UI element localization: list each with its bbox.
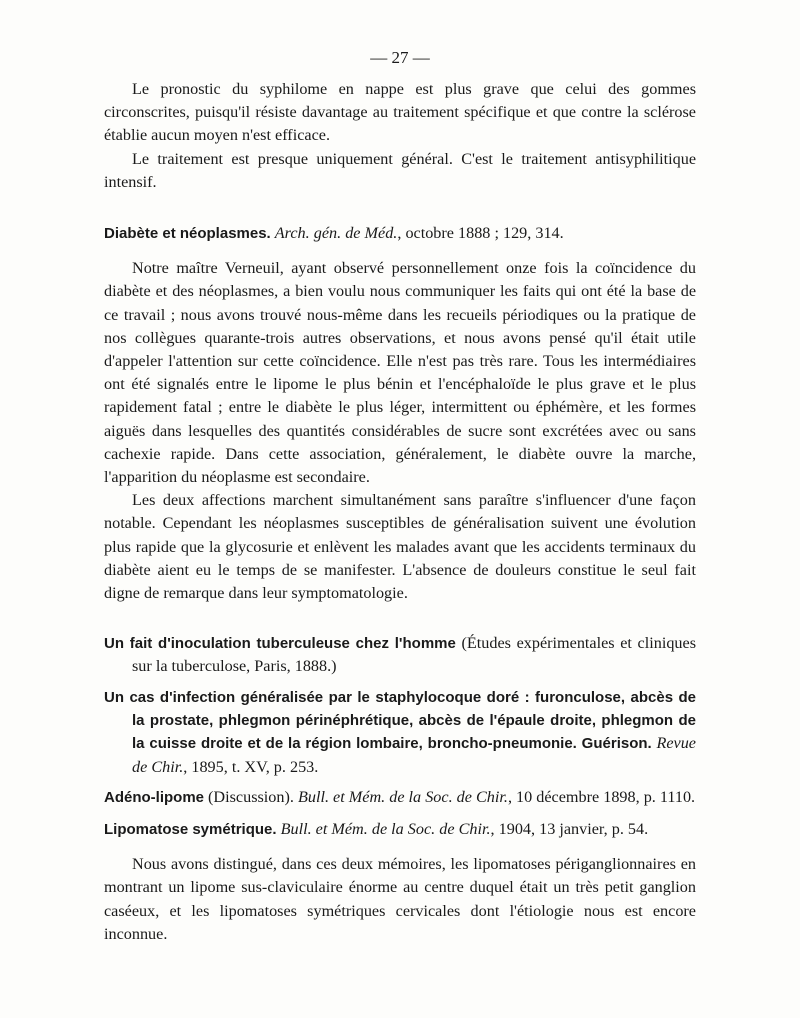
entry-lipomatose-ref: , 1904, 13 janvier, p. 54.: [490, 820, 649, 838]
entry-staphylocoque-ref: , 1895, t. XV, p. 253.: [183, 757, 319, 776]
entry-tuberculose-heading: [104, 632, 696, 678]
entry-diabete-journal: Arch. gén. de Méd.: [274, 224, 398, 242]
entry-tuberculose-title: Un fait d'inoculation tuberculeuse chez l'homme: [104, 635, 456, 652]
entry-staphylocoque-journal: Revue de Chir.: [132, 734, 696, 776]
entry-lipomatose: [104, 818, 696, 946]
entry-diabete-ref: , octobre 1888 ; 129, 314.: [397, 224, 564, 242]
entry-tuberculose-ref: (Études expérimentales et cliniques sur la tuberculose, Paris, 1888.): [132, 634, 697, 676]
entry-lipomatose-heading: [104, 818, 696, 841]
entry-staphylocoque-heading: [104, 686, 696, 779]
entry-staphylocoque: [104, 686, 696, 779]
entry-lipomatose-journal: Bull. et Mém. de la Soc. de Chir.: [280, 820, 491, 838]
entry-lipomatose-paragraph: Nous avons distingué, dans ces deux mémoires, les lipomatoses périganglionnaires en montrant un lipome sus-claviculaire énorme au centre duquel était un très petit ganglion caséeux, et les lipomatoses symétriques cervicales dont l'étiologie nous est encore inconnue.: [104, 855, 696, 943]
entry-tuberculose: [104, 632, 696, 678]
intro-paragraph-2: Le traitement est presque uniquement général. C'est le traitement antisyphilitique intensif.: [104, 149, 696, 191]
intro-paragraph-1: Le pronostic du syphilome en nappe est plus grave que celui des gommes circonscrites, puisqu'il résiste davantage au traitement spécifique et que contre la sclérose établie aucun moyen n'est efficace.: [104, 80, 696, 145]
entry-adeno-lipome-journal: Bull. et Mém. de la Soc. de Chir.: [297, 788, 508, 806]
entry-adeno-lipome-ref1: (Discussion).: [204, 788, 298, 806]
entry-diabete-paragraph-2: Les deux affections marchent simultanément sans paraître s'influencer d'une façon notable. Cependant les néoplasmes susceptibles de généralisation suivent une évolution plus rapide que la glycosurie et enlèvent les malades avant que les accidents terminaux du diabète aient eu le temps de se manifester. L'absence de douleurs constitue le seul fait digne de remarque dans leur symptomatologie.: [104, 491, 696, 603]
entry-adeno-lipome-heading: [104, 786, 696, 809]
entry-staphylocoque-title: Un cas d'infection généralisée par le staphylocoque doré : furonculose, abcès de la prostate, phlegmon périnéphrétique, abcès de l'épaule droite, phlegmon de la cuisse droite et de la région lombaire, broncho-pneumonie. Guérison.: [104, 689, 696, 753]
entry-adeno-lipome-ref2: , 10 décembre 1898, p. 1110.: [507, 788, 696, 806]
intro-section: [104, 78, 696, 194]
entry-diabete: [104, 222, 696, 605]
entry-adeno-lipome: [104, 786, 696, 809]
entry-diabete-paragraph-1: Notre maître Verneuil, ayant observé personnellement onze fois la coïncidence du diabète et des néoplasmes, a bien voulu nous communiquer les faits qui ont été la base de ce travail ; nous avons trouvé nous-même dans les recueils périodiques ou la pratique de nos collègues quarante-trois autres observations, et nous avons pensé qu'il était utile d'appeler l'attention sur cette coïncidence. Elle n'est pas très rare. Tous les intermédiaires ont été signalés entre le lipome le plus bénin et l'encéphaloïde le plus grave et le plus rapidement fatal ; entre le diabète le plus léger, intermittent ou éphémère, et les formes aiguës dans lesquelles des quantités considérables de sucre sont excrétées avec ou sans cachexie rapide. Dans cette association, généralement, le diabète ouvre la marche, l'apparition du néoplasme est secondaire.: [104, 259, 696, 487]
entry-lipomatose-title: Lipomatose symétrique.: [104, 821, 277, 838]
entry-diabete-title: Diabète et néoplasmes.: [104, 225, 271, 242]
entry-diabete-heading: [104, 222, 696, 245]
entry-adeno-lipome-title: Adéno-lipome: [104, 789, 204, 806]
page-number: — 27 —: [370, 48, 430, 67]
